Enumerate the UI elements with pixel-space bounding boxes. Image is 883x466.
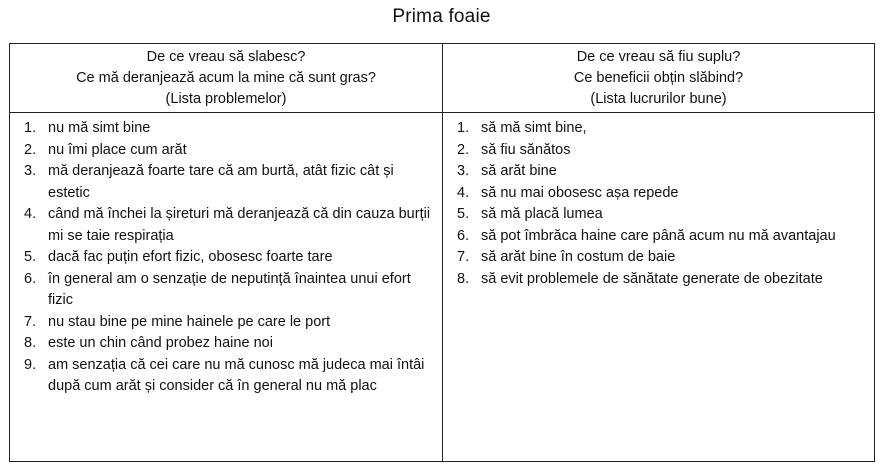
item-number: 8. [24, 335, 37, 351]
item-text: să fiu sănătos [481, 141, 571, 158]
item-number: 2. [457, 141, 470, 158]
item-text: să evit problemele de sănătate generate de obezitate [481, 270, 823, 287]
item-number: 5. [24, 249, 37, 265]
item-text: să mă simt bine, [481, 120, 587, 136]
item-text: nu mă simt bine [48, 120, 151, 136]
list-item [10, 204, 442, 247]
item-text: mă deranjează foarte tare că am burtă, atât fizic cât și estetic [48, 163, 394, 201]
content-row [10, 113, 875, 462]
item-text: nu îmi place cum arăt [48, 141, 187, 158]
item-text: dacă fac puțin efort fizic, obosesc foarte tare [48, 249, 333, 265]
comparison-table [9, 43, 875, 462]
benefits-list [443, 113, 874, 290]
item-text: să nu mai obosesc așa repede [481, 184, 679, 201]
item-text: să arăt bine [481, 163, 557, 179]
page-title: Prima foaie [392, 6, 491, 27]
problems-header [10, 44, 443, 113]
list-item [443, 226, 874, 248]
header-line: Ce beneficii obțin slăbind? [573, 69, 744, 86]
item-text: să pot îmbrăca haine care până acum nu mă avantajau [481, 227, 836, 244]
item-text: nu stau bine pe mine hainele pe care le port [48, 313, 331, 330]
item-number: 6. [457, 227, 470, 244]
list-item [443, 269, 874, 291]
benefits-cell [443, 113, 875, 462]
list-item [443, 140, 874, 162]
list-item [10, 333, 442, 355]
item-text: să mă placă lumea [481, 206, 603, 222]
header-line: (Lista problemelor) [165, 90, 287, 107]
item-number: 9. [24, 356, 37, 373]
item-text: să arăt bine în costum de baie [481, 249, 676, 265]
item-number: 1. [24, 120, 37, 136]
list-item [443, 247, 874, 269]
list-item [10, 161, 442, 204]
list-item [10, 118, 442, 140]
header-line: De ce vreau să slabesc? [146, 48, 306, 65]
problems-list [10, 113, 442, 398]
list-item [443, 204, 874, 226]
item-number: 4. [24, 206, 37, 222]
problems-cell [10, 113, 443, 462]
item-text: în general am o senzație de neputință înaintea unui efort fizic [48, 270, 411, 308]
item-number: 7. [457, 249, 470, 265]
list-item [443, 183, 874, 205]
list-item [10, 269, 442, 312]
list-item [443, 118, 874, 140]
item-number: 3. [24, 163, 37, 179]
item-text: am senzația că cei care nu mă cunosc mă judeca mai întâi după cum arăt și consider că în general nu mă plac [48, 356, 425, 394]
item-number: 1. [457, 120, 470, 136]
header-line: De ce vreau să fiu suplu? [576, 48, 741, 65]
header-line: (Lista lucrurilor bune) [590, 90, 727, 107]
list-item [10, 312, 442, 334]
item-number: 6. [24, 270, 37, 287]
list-item [10, 247, 442, 269]
item-text: când mă închei la șireturi mă deranjează că din cauza burții mi se taie respirația [48, 206, 431, 244]
list-item [10, 355, 442, 398]
item-number: 7. [24, 313, 37, 330]
list-item [10, 140, 442, 162]
item-text: este un chin când probez haine noi [48, 335, 273, 351]
item-number: 4. [457, 184, 470, 201]
list-item [443, 161, 874, 183]
item-number: 8. [457, 270, 470, 287]
benefits-header [443, 44, 875, 113]
header-row [10, 44, 875, 113]
item-number: 5. [457, 206, 470, 222]
item-number: 3. [457, 163, 470, 179]
item-number: 2. [24, 141, 37, 158]
header-line: Ce mă deranjează acum la mine că sunt gras? [76, 69, 376, 86]
